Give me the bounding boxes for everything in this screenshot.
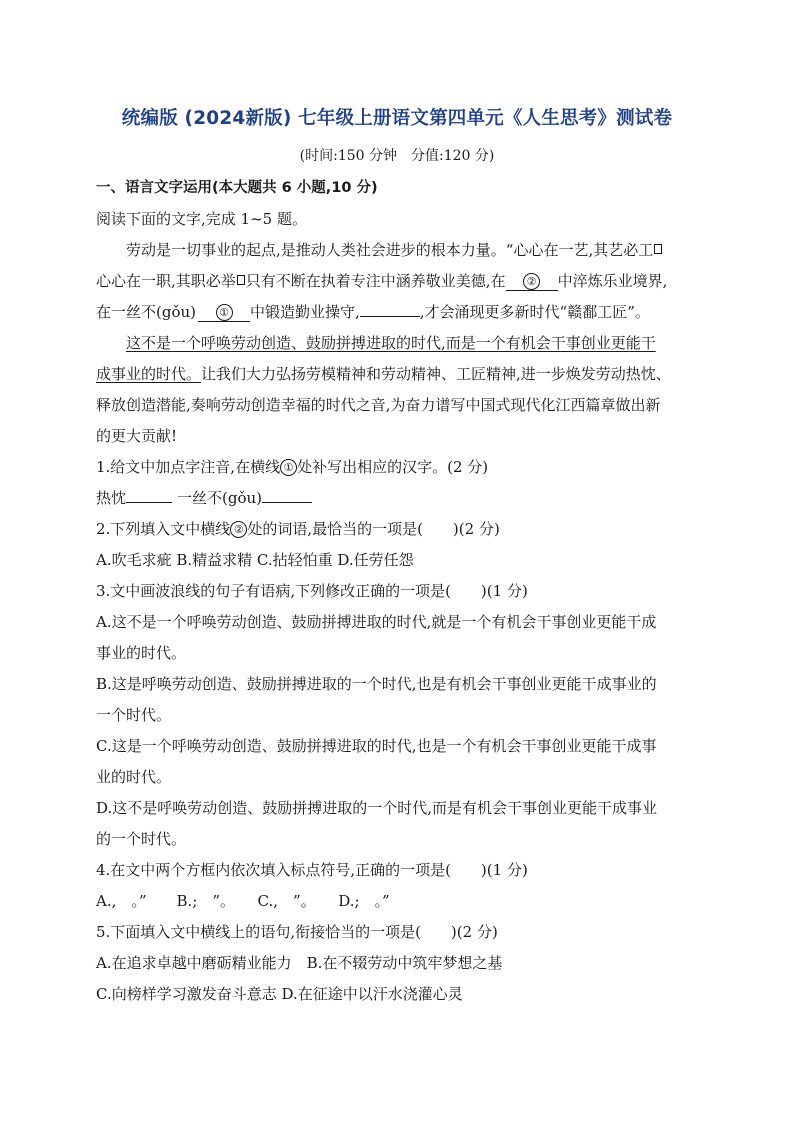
blank-2[interactable] xyxy=(506,273,558,291)
passage-p2-line4: 的更大贡献! xyxy=(96,427,178,445)
passage-p2-line2: 成事业的时代。让我们大力弘扬劳模精神和劳动精神、工匠精神,进一步焕发劳动热忱、 xyxy=(96,365,671,383)
question-4-options: A., 。” B.; ”。 C., ”。 D.; 。” xyxy=(96,892,390,910)
answer-blank-1[interactable] xyxy=(126,502,172,503)
wavy-sentence-line1: 这不是一个呼唤劳动创造、鼓励拼搏进取的时代,而是一个有机会干事创业更能干 xyxy=(126,334,656,352)
question-3-option-d-cont: 的一个时代。 xyxy=(96,830,187,848)
question-1-answer-line: 热忱 一丝不(gǒu) xyxy=(96,488,312,508)
blank-1[interactable] xyxy=(198,304,250,322)
question-3-option-b: B.这是呼唤劳动创造、鼓励拼搏进取的一个时代,也是有机会干事创业更能干成事业的 xyxy=(96,675,657,693)
circled-number-1: ① xyxy=(216,304,233,321)
passage-p1-line3: 在一丝不(gǒu) ① 中锻造勤业操守, ,才会涌现更多新时代“赣鄱工匠”。 xyxy=(96,303,650,321)
circled-number-1: ① xyxy=(280,459,297,476)
punctuation-box-2[interactable] xyxy=(237,275,245,285)
question-1: 1.给文中加点字注音,在横线 ① 处补写出相应的汉字。(2 分) xyxy=(96,458,489,476)
question-3-option-a: A.这不是一个呼唤劳动创造、鼓励拼搏进取的时代,就是一个有机会干事创业更能干成 xyxy=(96,613,657,631)
passage-p1-line1: 劳动是一切事业的起点,是推动人类社会进步的根本力量。“心心在一艺,其艺必工 xyxy=(126,240,663,260)
question-5: 5.下面填入文中横线上的语句,衔接恰当的一项是( )(2 分) xyxy=(96,923,498,941)
question-3-option-c: C.这是一个呼唤劳动创造、鼓励拼搏进取的时代,也是一个有机会干事创业更能干成事 xyxy=(96,737,657,755)
section-heading: 一、语言文字运用(本大题共 6 小题,10 分) xyxy=(96,180,378,196)
circled-number-2: ② xyxy=(523,273,540,290)
question-3: 3.文中画波浪线的句子有语病,下列修改正确的一项是( )(1 分) xyxy=(96,582,528,600)
question-3-option-d: D.这不是呼唤劳动创造、鼓励拼搏进取的一个时代,而是有机会干事创业更能干成事业 xyxy=(96,799,658,817)
question-3-option-b-cont: 一个时代。 xyxy=(96,706,172,724)
question-3-option-a-cont: 事业的时代。 xyxy=(96,644,187,662)
question-4: 4.在文中两个方框内依次填入标点符号,正确的一项是( )(1 分) xyxy=(96,861,528,879)
exam-time-score: (时间:150 分钟 分值:120 分) xyxy=(299,148,495,164)
passage-p2-line3: 释放创造潜能,奏响劳动创造幸福的时代之音,为奋力谱写中国式现代化江西篇章做出新 xyxy=(96,396,661,414)
question-2: 2.下列填入文中横线 ② 处的词语,最恰当的一项是( )(2 分) xyxy=(96,520,500,538)
passage-p1-line2: 心心在一职,其职必举 只有不断在执着专注中涵养敬业美德,在 ② 中淬炼乐业境界, xyxy=(96,272,668,290)
blank-sentence[interactable] xyxy=(360,316,420,317)
question-2-options: A.吹毛求疵 B.精益求精 C.拈轻怕重 D.任劳任怨 xyxy=(96,551,414,569)
wavy-sentence-line2: 成事业的时代。 xyxy=(96,365,202,383)
circled-number-2: ② xyxy=(230,521,247,538)
question-5-options-cd: C.向榜样学习激发奋斗意志 D.在征途中以汗水浇灌心灵 xyxy=(96,985,463,1003)
question-5-options-ab: A.在追求卓越中磨砺精业能力 B.在不辍劳动中筑牢梦想之基 xyxy=(96,954,503,972)
page-title: 统编版 (2024新版) 七年级上册语文第四单元《人生思考》测试卷 xyxy=(121,108,673,129)
question-3-option-c-cont: 业的时代。 xyxy=(96,768,172,786)
reading-instruction: 阅读下面的文字,完成 1~5 题。 xyxy=(96,210,307,228)
answer-blank-2[interactable] xyxy=(262,502,312,503)
punctuation-box-1[interactable] xyxy=(654,244,662,254)
